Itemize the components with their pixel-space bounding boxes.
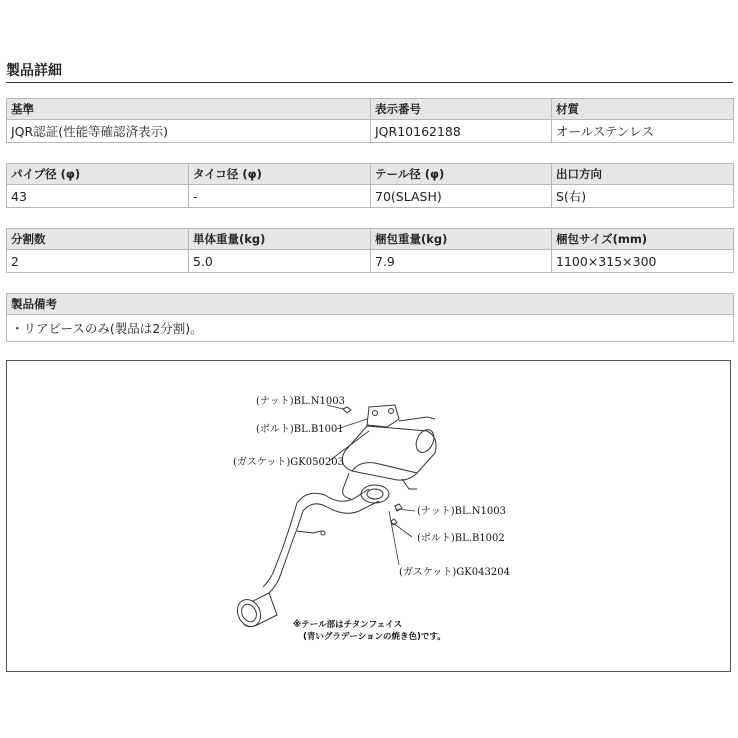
callout-bolt-top: (ボルト)BL.B1001 (256, 424, 344, 435)
header-cell-display-number: 表示番号 (371, 99, 552, 120)
note-line-2: (青いグラデーションの焼き色)です。 (303, 632, 446, 642)
header-cell-tail-diameter: テール径 (φ) (371, 164, 552, 185)
title-divider (6, 82, 733, 83)
header-cell-material: 材質 (552, 99, 734, 120)
value-cell-exit-direction: S(右) (552, 185, 734, 208)
spec-table-remarks (6, 293, 734, 342)
header-cell-package-weight: 梱包重量(kg) (371, 229, 552, 250)
table-row (7, 120, 734, 143)
note-line-1: ※テール部はチタンフェイス (293, 620, 403, 630)
value-cell-silencer-diameter: - (189, 185, 371, 208)
header-cell-silencer-diameter: タイコ径 (φ) (189, 164, 371, 185)
spec-table-certification (6, 98, 734, 143)
value-cell-standard: JQR認証(性能等確認済表示) (7, 120, 371, 143)
header-cell-remarks: 製品備考 (7, 294, 734, 315)
value-cell-pieces: 2 (7, 250, 189, 273)
table-row (7, 315, 734, 342)
callout-bolt-bottom: (ボルト)BL.B1002 (417, 533, 505, 544)
callout-nut-top: (ナット)BL.N1003 (256, 396, 345, 407)
callout-nut-bottom: (ナット)BL.N1003 (417, 506, 506, 517)
header-cell-unit-weight: 単体重量(kg) (189, 229, 371, 250)
exhaust-illustration (7, 361, 730, 671)
header-cell-package-size: 梱包サイズ(mm) (552, 229, 734, 250)
value-cell-display-number: JQR10162188 (371, 120, 552, 143)
value-cell-pipe-diameter: 43 (7, 185, 189, 208)
exhaust-diagram (6, 360, 731, 672)
table-header-row (7, 99, 734, 120)
table-header-row (7, 294, 734, 315)
muffler-drawing (233, 405, 437, 630)
value-cell-package-weight: 7.9 (371, 250, 552, 273)
callout-gasket-top: (ガスケット)GK050203 (233, 457, 344, 468)
table-header-row (7, 164, 734, 185)
spec-table-weights (6, 228, 734, 273)
header-cell-pipe-diameter: パイプ径 (φ) (7, 164, 189, 185)
value-cell-tail-diameter: 70(SLASH) (371, 185, 552, 208)
page-title: 製品詳細 (6, 63, 62, 79)
table-header-row (7, 229, 734, 250)
value-cell-material: オールステンレス (552, 120, 734, 143)
spec-table-dimensions (6, 163, 734, 208)
value-cell-remarks: ・リアピースのみ(製品は2分割)。 (7, 315, 734, 342)
header-cell-exit-direction: 出口方向 (552, 164, 734, 185)
header-cell-standard: 基準 (7, 99, 371, 120)
callout-gasket-bottom: (ガスケット)GK043204 (399, 567, 510, 578)
table-row (7, 250, 734, 273)
value-cell-package-size: 1100×315×300 (552, 250, 734, 273)
header-cell-pieces: 分割数 (7, 229, 189, 250)
value-cell-unit-weight: 5.0 (189, 250, 371, 273)
table-row (7, 185, 734, 208)
